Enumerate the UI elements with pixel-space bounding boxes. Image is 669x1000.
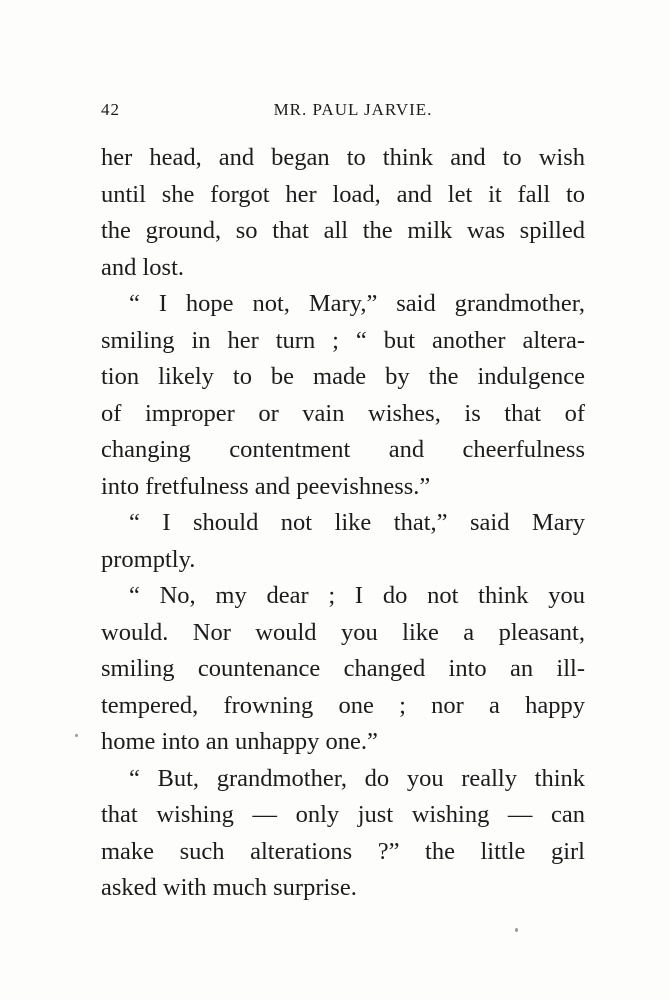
text-line: smiling countenance changed into an ill-	[101, 655, 585, 682]
text-line: tempered, frowning one ; nor a happy	[101, 691, 585, 719]
text-line: smiling in her turn ; “ but another altera-	[101, 326, 585, 354]
page-number: 42	[101, 100, 120, 119]
text-line: and lost.	[101, 253, 185, 281]
paper-speck	[515, 928, 518, 932]
text-line: make such alterations ?” the little girl	[101, 837, 585, 865]
text-line: “ But, grandmother, do you really think	[129, 764, 585, 792]
text-line: home into an unhappy one.”	[101, 728, 378, 755]
text-line: would. Nor would you like a pleasant,	[101, 618, 585, 646]
text-line: promptly.	[101, 545, 196, 573]
text-line: asked with much surprise.	[101, 874, 357, 901]
text-line: the ground, so that all the milk was spilled	[101, 217, 585, 244]
page-header	[101, 100, 585, 124]
text-line: her head, and began to think and to wish	[101, 144, 585, 171]
text-line: tion likely to be made by the indulgence	[101, 363, 585, 390]
paper-speck	[75, 734, 78, 737]
text-line: that wishing — only just wishing — can	[101, 801, 585, 828]
text-line: “ I hope not, Mary,” said grandmother,	[129, 290, 585, 317]
text-line: of improper or vain wishes, is that of	[101, 399, 585, 427]
running-title: MR. PAUL JARVIE.	[273, 100, 433, 119]
text-line: into fretfulness and peevishness.”	[101, 472, 431, 500]
text-line: “ I should not like that,” said Mary	[129, 509, 585, 536]
text-line: “ No, my dear ; I do not think you	[129, 582, 585, 609]
text-line: until she forgot her load, and let it fall to	[101, 180, 585, 208]
body-text	[101, 140, 585, 907]
text-line: changing contentment and cheerfulness	[101, 436, 585, 463]
